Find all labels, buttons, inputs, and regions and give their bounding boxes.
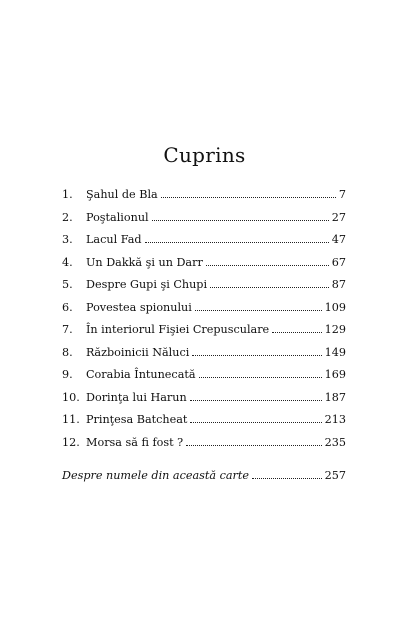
toc-entry <box>62 323 346 346</box>
toc-entry <box>62 301 346 324</box>
entry-page: 169 <box>324 368 346 381</box>
dot-leader <box>252 477 322 479</box>
entry-page: 187 <box>324 390 346 404</box>
dot-leader <box>186 444 321 446</box>
entry-title: Un Dakkă şi un Darr <box>86 255 203 269</box>
dot-leader <box>190 421 321 423</box>
dot-leader <box>195 309 322 311</box>
toc-appendix-entry <box>62 469 346 492</box>
entry-title: Lacul Fad <box>86 233 142 246</box>
toc-entry <box>62 278 346 301</box>
entry-number: 11. <box>62 413 80 426</box>
toc-entry <box>62 211 346 234</box>
toc-entry <box>62 413 346 436</box>
entry-number: 12. <box>62 435 80 449</box>
entry-page: 27 <box>331 210 346 224</box>
dot-leader <box>199 376 322 378</box>
entry-page: 67 <box>331 255 346 269</box>
toc-entry <box>62 346 346 369</box>
dot-leader <box>210 286 329 288</box>
page-title: Cuprins <box>163 143 246 167</box>
entry-page: 235 <box>324 435 346 449</box>
entry-title: În interiorul Fişiei Crepusculare <box>86 323 270 336</box>
entry-number: 7. <box>62 323 73 336</box>
entry-title: Povestea spionului <box>86 300 192 314</box>
entry-title: Războinicii Năluci <box>86 345 190 359</box>
entry-page: 109 <box>324 300 346 314</box>
dot-leader <box>192 354 321 356</box>
entry-number: 1. <box>62 188 73 201</box>
toc-entry <box>62 233 346 256</box>
dot-leader <box>190 399 322 401</box>
toc-entry <box>62 391 346 414</box>
entry-page: 47 <box>331 233 346 246</box>
entry-page: 149 <box>324 345 346 359</box>
entry-title: Şahul de Bla <box>86 188 158 201</box>
appendix-title: Despre numele din această carte <box>62 469 250 482</box>
entry-number: 5. <box>62 278 73 291</box>
entry-number: 2. <box>62 210 73 224</box>
entry-title: Morsa să fi fost ? <box>86 435 184 449</box>
entry-page: 7 <box>338 188 346 201</box>
entry-title: Prinţesa Batcheat <box>86 413 188 426</box>
entry-number: 8. <box>62 345 73 359</box>
entry-title: Dorinţa lui Harun <box>86 390 187 404</box>
entry-page: 87 <box>331 278 346 291</box>
dot-leader <box>145 241 329 243</box>
dot-leader <box>152 219 329 221</box>
dot-leader <box>272 331 321 333</box>
entry-page: 129 <box>324 323 346 336</box>
toc-entry <box>62 256 346 279</box>
entry-page: 213 <box>324 413 346 426</box>
entry-number: 9. <box>62 368 73 381</box>
dot-leader <box>206 264 329 266</box>
entry-number: 3. <box>62 233 73 246</box>
toc-entry <box>62 436 346 459</box>
table-of-contents <box>62 188 346 492</box>
entry-title: Poştalionul <box>86 210 149 224</box>
entry-number: 10. <box>62 390 80 404</box>
entry-title: Corabia Întunecată <box>86 368 196 381</box>
dot-leader <box>161 196 336 198</box>
entry-title: Despre Gupi şi Chupi <box>86 278 208 291</box>
entry-number: 6. <box>62 300 73 314</box>
appendix-page: 257 <box>324 469 346 482</box>
toc-entry <box>62 188 346 211</box>
toc-entry <box>62 368 346 391</box>
entry-number: 4. <box>62 255 73 269</box>
